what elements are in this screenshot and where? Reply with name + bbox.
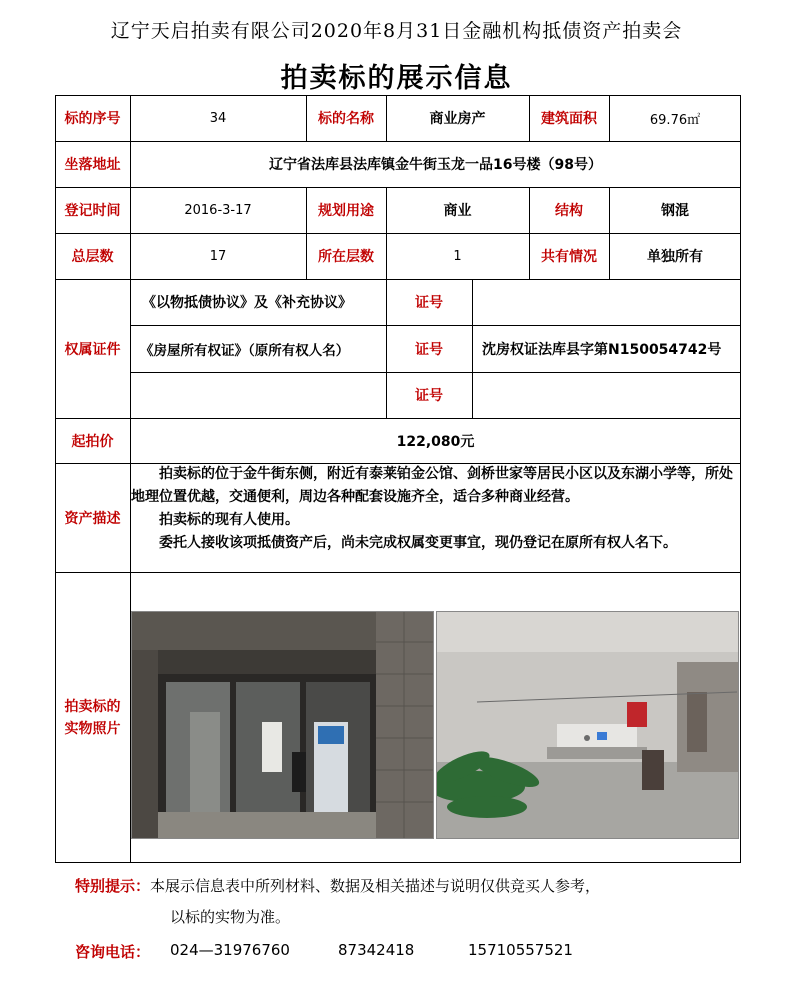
- notice-label: 特别提示：: [75, 877, 151, 895]
- asset-desc-label: 资产描述: [64, 510, 121, 527]
- structure-label: 结构: [555, 203, 583, 219]
- photos-label: [55, 572, 130, 863]
- register-date-value: 2016-3-17: [184, 202, 252, 218]
- start-price-label: 起拍价: [71, 433, 114, 450]
- desc-paragraph: 委托人接收该项抵债资产后，尚未完成权属变更事宜，现仍登记在原所有权人名下。: [159, 535, 677, 551]
- cert-no-2: 沈房权证法库县字第N150054742号: [482, 341, 722, 358]
- structure-value: 钢混: [661, 203, 689, 219]
- phone-number-1: 024—31976760: [170, 941, 290, 959]
- ownership-share-value: 单独所有: [647, 249, 703, 265]
- floor-value: 1: [453, 248, 462, 264]
- total-floors-value: 17: [209, 248, 227, 264]
- storefront-photo: [131, 611, 434, 839]
- photos-label-text: 拍卖标的实物照片: [64, 698, 121, 737]
- name-value: 商业房产: [429, 111, 486, 127]
- ownership-cert-label: 权属证件: [64, 341, 121, 358]
- cert-doc-3: [130, 372, 386, 418]
- cert-no-3: [472, 372, 741, 418]
- phone-number-2: 87342418: [338, 941, 415, 959]
- interior-photo: [436, 611, 739, 839]
- cert-no-label-1: 证号: [415, 295, 443, 311]
- contact-phone: [75, 941, 150, 962]
- location-label: 坐落地址: [64, 157, 121, 173]
- area-value: 69.76㎡: [649, 112, 701, 128]
- special-notice: [75, 875, 600, 896]
- phone-label: 咨询电话：: [75, 943, 151, 961]
- cert-no-label-2: 证号: [415, 341, 443, 358]
- page-title: 拍卖标的展示信息: [280, 63, 513, 94]
- seq-label: 标的序号: [64, 111, 121, 127]
- cert-no-1: [472, 279, 741, 325]
- asset-description: [131, 463, 741, 555]
- ownership-share-label: 共有情况: [541, 249, 597, 265]
- cert-no-label-3: 证号: [415, 388, 443, 404]
- total-floors-label: 总层数: [71, 249, 114, 265]
- area-label: 建筑面积: [541, 111, 597, 127]
- seq-value: 34: [209, 110, 227, 126]
- name-label: 标的名称: [318, 111, 374, 127]
- notice-text: 本展示信息表中所列材料、数据及相关描述与说明仅供竞买人参考，: [150, 877, 601, 895]
- auction-house-header: 辽宁天启拍卖有限公司2020年8月31日金融机构抵债资产拍卖会: [110, 20, 683, 42]
- desc-paragraph: 拍卖标的现有人使用。: [159, 512, 299, 528]
- register-date-label: 登记时间: [64, 203, 121, 219]
- floor-label: 所在层数: [318, 249, 374, 265]
- desc-paragraph: 拍卖标的位于金牛街东侧，附近有泰莱铂金公馆、剑桥世家等居民小区以及东湖小学等，所处地理位置优越，交通便利，周边各种配套设施齐全，适合多种商业经营。: [131, 466, 733, 505]
- notice-text-line2: 以标的实物为准。: [170, 908, 291, 926]
- planned-use-label: 规划用途: [318, 203, 374, 219]
- location-value: 辽宁省法库县法库镇金牛街玉龙一品16号楼（98号）: [269, 157, 602, 173]
- row-divider: [55, 572, 741, 573]
- cert-doc-1: 《以物抵债协议》及《补充协议》: [142, 295, 352, 311]
- planned-use-value: 商业: [443, 203, 472, 219]
- cert-doc-2: 《房屋所有权证》（原所有权人名）: [140, 342, 350, 359]
- phone-number-3: 15710557521: [468, 941, 573, 959]
- start-price-value: 122,080元: [396, 433, 475, 450]
